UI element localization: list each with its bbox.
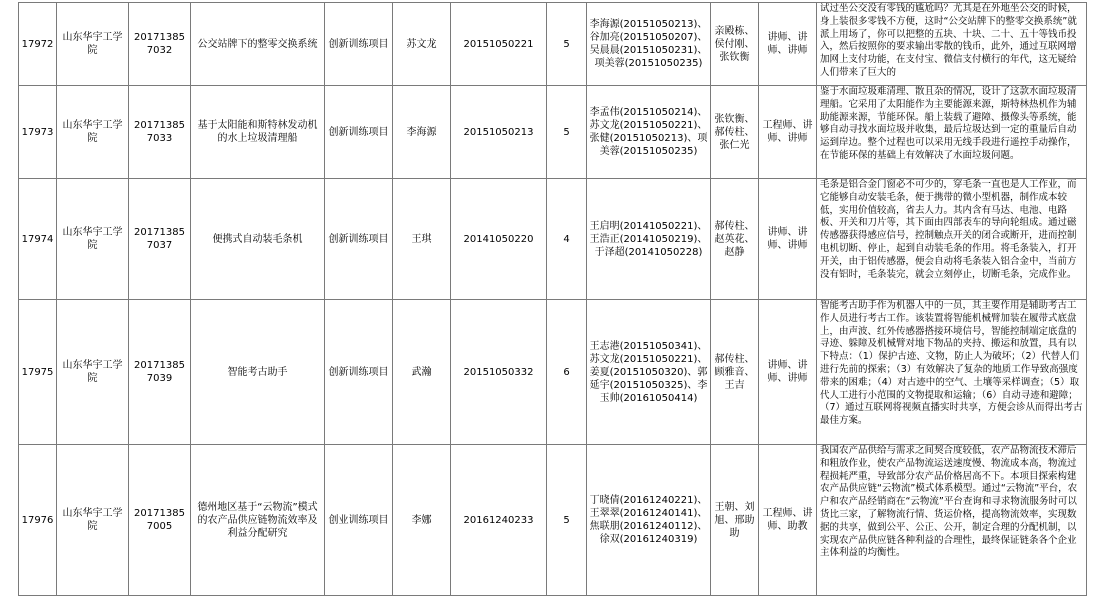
advisor-titles: 讲师、讲师、讲师 — [759, 300, 817, 445]
project-type: 创新训练项目 — [325, 300, 393, 445]
project-title: 公交站牌下的整零交换系统 — [191, 3, 325, 86]
leader-name: 王琪 — [393, 179, 451, 300]
leader-name: 李海源 — [393, 86, 451, 179]
leader-id: 20141050220 — [451, 179, 547, 300]
row-id: 17973 — [19, 86, 57, 179]
project-code: 201713857039 — [129, 300, 191, 445]
leader-name: 李娜 — [393, 445, 451, 596]
table-row — [19, 445, 1087, 596]
project-description — [817, 445, 1087, 596]
leader-id: 20151050332 — [451, 300, 547, 445]
project-title: 智能考古助手 — [191, 300, 325, 445]
leader-name: 武瀚 — [393, 300, 451, 445]
members: 丁晓倩(20161240221)、王翠翠(20161240141)、焦联朋(20161240112)、徐双(20161240319) — [587, 445, 711, 596]
description-text: 智能考古助手作为机器人中的一员，其主要作用是辅助考古工作人员进行考古工作。该装置将智能机械臂加装在履带式底盘上，由声波、红外传感器搭接环境信号，智能控制端定底盘的寻迹、躲障及机械臂对地下物品的夹持、搬运和放置，具有以下特点：（1）保护古迹、文物，防止人为破坏；（2）代替人们进行先前的探索；（3）有效解决了复杂的地质工作导致高强度带来的困难；（4）对古迹中的空气、土壤等采样调查；（5）取代人工进行小范围的文物提取和运输；（6）自动寻迹和避障；（7）通过互联网将视频直播实时共享，方便会诊从而得出考古最佳方案。 — [820, 300, 1083, 427]
row-id: 17976 — [19, 445, 57, 596]
school-name: 山东华宇工学院 — [57, 179, 129, 300]
project-table — [18, 2, 1087, 596]
members: 李孟伟(20151050214)、苏文龙(20151050221)、张健(20151050213)、项美蓉(20151050235) — [587, 86, 711, 179]
advisor-titles: 工程师、讲师、助教 — [759, 445, 817, 596]
leader-name: 苏文龙 — [393, 3, 451, 86]
project-title: 便携式自动装毛条机 — [191, 179, 325, 300]
member-count: 6 — [547, 300, 587, 445]
row-id: 17972 — [19, 3, 57, 86]
leader-id: 20151050213 — [451, 86, 547, 179]
school-name: 山东华宇工学院 — [57, 445, 129, 596]
description-text: 我国农产品供给与需求之间契合度较低，农产品物流技术滞后和粗放作业，使农产品物流运送速度慢、物流成本高，物流过程损耗严重，导致部分农产品价格居高不下。本项目探索构建农产品供应链“云物流”模式体系模型。通过“云物流”平台，农户和农产品经销商在“云物流”平台查询和寻求物流服务时可以货比三家，了解物流行情、货运价格，提高物流效率，实现数据的共享，做到公平、公正、公开，制定合理的分配机制，以实现农产品供应链各种利益的合理性，最终保证链条各个企业主体利益的均衡性。 — [820, 445, 1078, 559]
member-count: 5 — [547, 3, 587, 86]
project-type: 创业训练项目 — [325, 445, 393, 596]
project-type: 创新训练项目 — [325, 86, 393, 179]
advisors: 亲殿栋、侯付刚、张钦衡 — [711, 3, 759, 86]
table-row — [19, 179, 1087, 300]
school-name: 山东华宇工学院 — [57, 300, 129, 445]
description-text: 试过坐公交没有零钱的尴尬吗？尤其是在外地坐公交的时候，身上装很多零钱不方便，这时“公交站牌下的整零交换系统”就派上用场了，你可以把整的五块、十块、二十、五十等钱币投入，然后按照你的要求输出零散的钱币，此外，通过互联网增加网上支付功能，在支付宝、微信支付横行的年代，这无疑给人们带来了巨大的 — [820, 3, 1077, 78]
project-type: 创新训练项目 — [325, 179, 393, 300]
advisor-titles: 工程师、讲师、讲师 — [759, 86, 817, 179]
project-description — [817, 300, 1087, 445]
row-id: 17974 — [19, 179, 57, 300]
leader-id: 20151050221 — [451, 3, 547, 86]
member-count: 4 — [547, 179, 587, 300]
members: 李海源(20151050213)、谷加亮(20151050207)、吴晨晨(20151050231)、项美蓉(20151050235) — [587, 3, 711, 86]
table-row — [19, 86, 1087, 179]
description-text: 毛条是铝合金门窗必不可少的，穿毛条一直也是人工作业，而它能够自动安装毛条，便于携带的微小型机器，制作成本较低，实用价值较高，省去人力。其内含有马达、电池、电路板、开关和刀片等，其下面由四部表车的导向轮组成。通过磁传感器获得感应信号，控制触点开关的闭合或断开，进而控制电机切断、停止，起到自动装毛条的作用。将毛条装入，打开开关，由于铝传感器，便会自动将毛条装入铝合金中，当前方没有铝时，毛条装完，就会立刻停止，切断毛条，完成作业。 — [820, 179, 1077, 280]
project-description — [817, 86, 1087, 179]
project-code: 201713857037 — [129, 179, 191, 300]
member-count: 5 — [547, 445, 587, 596]
members: 王志港(20151050341)、苏文龙(20151050221)、姜夏(20151050320)、郭延宇(20151050325)、李玉帅(20161050414) — [587, 300, 711, 445]
table-row — [19, 300, 1087, 445]
school-name: 山东华宇工学院 — [57, 86, 129, 179]
advisor-titles: 讲师、讲师、讲师 — [759, 179, 817, 300]
project-code: 201713857032 — [129, 3, 191, 86]
project-description — [817, 3, 1087, 86]
description-text: 鉴于水面垃圾难清理、散且杂的情况，设计了这款水面垃圾清理船。它采用了太阳能作为主要能源来源，斯特林热机作为辅助能源来源，节能环保。船上装载了避障、摄像头等系统，能够自动寻找水面垃圾并收集，最后垃圾达到一定的重量后自动运到岸边。整个过程也可以采用无线手段进行遥控手动操作，在节能环保的基础上有效解决了水面垃圾问题。 — [820, 86, 1077, 161]
table-row — [19, 3, 1087, 86]
advisor-titles: 讲师、讲师、讲师 — [759, 3, 817, 86]
row-id: 17975 — [19, 300, 57, 445]
project-title: 基于太阳能和斯特林发动机的水上垃圾清理船 — [191, 86, 325, 179]
project-type: 创新训练项目 — [325, 3, 393, 86]
leader-id: 20161240233 — [451, 445, 547, 596]
member-count: 5 — [547, 86, 587, 179]
project-code: 201713857033 — [129, 86, 191, 179]
project-description — [817, 179, 1087, 300]
project-code: 201713857005 — [129, 445, 191, 596]
school-name: 山东华宇工学院 — [57, 3, 129, 86]
advisors: 郝传柱、赵英花、赵静 — [711, 179, 759, 300]
advisors: 张钦衡、郝传柱、张仁光 — [711, 86, 759, 179]
advisors: 王朝、刘旭、邢助助 — [711, 445, 759, 596]
project-title: 德州地区基于“云物流”模式的农产品供应链物流效率及利益分配研究 — [191, 445, 325, 596]
advisors: 郝传柱、顾雅音、王吉 — [711, 300, 759, 445]
members: 王启明(20141050221)、王浩正(20141050219)、于泽超(20141050228) — [587, 179, 711, 300]
